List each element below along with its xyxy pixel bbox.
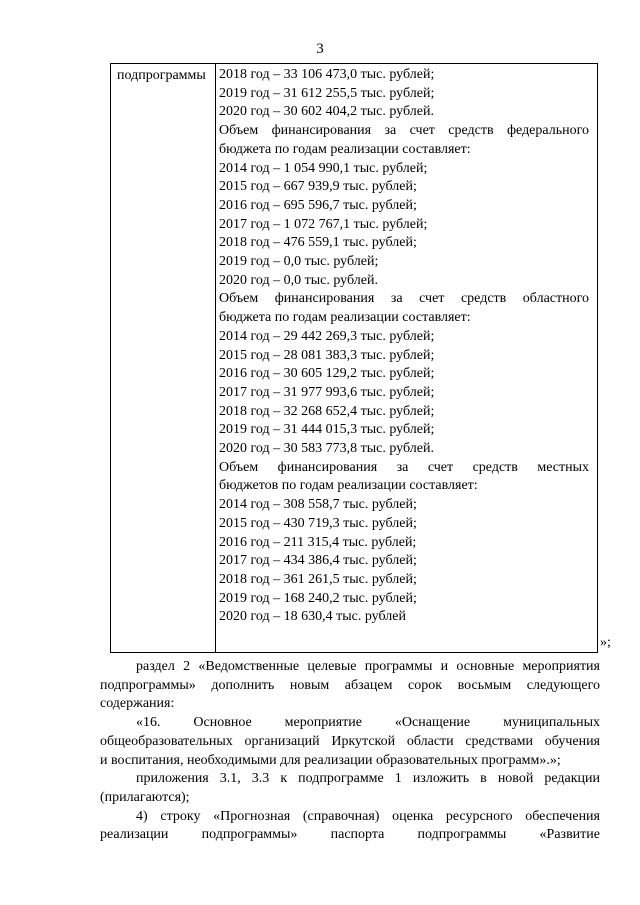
funding-line: 2020 год – 0,0 тыс. рублей. [219, 272, 378, 288]
paragraph-line: (прилагаются); [100, 789, 190, 805]
funding-line: 2018 год – 361 261,5 тыс. рублей; [219, 571, 417, 587]
paragraph-section-2 [100, 658, 600, 714]
funding-line: 2017 год – 434 386,4 тыс. рублей; [219, 553, 417, 569]
funding-line: 2015 год – 667 939,9 тыс. рублей; [219, 179, 417, 195]
funding-line: 2017 год – 31 977 993,6 тыс. рублей; [219, 384, 435, 400]
funding-total-block [219, 66, 589, 122]
federal-heading-line1: Объем финансирования за счет средств федерального [219, 123, 589, 139]
funding-line: 2019 год – 31 444 015,3 тыс. рублей; [219, 422, 435, 438]
local-heading-line1: Объем финансирования за счет средств местных [219, 459, 589, 475]
funding-line: 2019 год – 31 612 255,5 тыс. рублей; [219, 85, 435, 101]
paragraph-line: и воспитания, необходимыми для реализации образовательных программ».»; [100, 752, 561, 768]
paragraph-line: подпрограммы» дополнить новым абзацем сорок восьмым следующего [100, 677, 600, 693]
funding-line: 2019 год – 0,0 тыс. рублей; [219, 254, 379, 270]
left-cell-label: подпрограммы [117, 68, 206, 83]
regional-heading-line2: бюджета по годам реализации составляет: [219, 310, 471, 326]
paragraph-measure-16 [100, 714, 600, 770]
federal-funding-block [219, 122, 589, 290]
funding-line: 2015 год – 28 081 383,3 тыс. рублей; [219, 347, 435, 363]
paragraph-line: раздел 2 «Ведомственные целевые программы и основные мероприятия [136, 659, 600, 674]
paragraph-line: приложения 3.1, 3.3 к подпрограмме 1 изложить в новой редакции [136, 771, 600, 787]
funding-line: 2018 год – 33 106 473,0 тыс. рублей; [219, 67, 435, 82]
local-heading-line2: бюджетов по годам реализации составляет: [219, 478, 478, 494]
funding-line: 2016 год – 30 605 129,2 тыс. рублей; [219, 366, 435, 382]
paragraph-line: общеобразовательных организаций Иркутской области средствами обучения [100, 733, 600, 749]
passport-table [110, 63, 598, 653]
table-left-column [111, 64, 216, 652]
federal-heading-line2: бюджета по годам реализации составляет: [219, 141, 471, 157]
funding-line: 2020 год – 30 583 773,8 тыс. рублей. [219, 441, 434, 457]
table-right-column [216, 64, 597, 652]
paragraph-line: содержания: [100, 696, 175, 712]
paragraph-line: 4) строку «Прогнозная (справочная) оценка ресурсного обеспечения [136, 808, 600, 824]
funding-line: 2019 год – 168 240,2 тыс. рублей; [219, 590, 417, 606]
funding-line: 2014 год – 29 442 269,3 тыс. рублей; [219, 328, 435, 344]
paragraph-appendices [100, 770, 600, 807]
funding-line: 2016 год – 211 315,4 тыс. рублей; [219, 534, 417, 550]
document-body [100, 658, 600, 845]
local-funding-block [219, 459, 589, 627]
funding-line: 2016 год – 695 596,7 тыс. рублей; [219, 197, 417, 213]
funding-line: 2020 год – 30 602 404,2 тыс. рублей. [219, 104, 434, 120]
closing-quote-mark: »; [600, 635, 611, 650]
funding-line: 2018 год – 32 268 652,4 тыс. рублей; [219, 403, 435, 419]
funding-line: 2020 год – 18 630,4 тыс. рублей [219, 609, 406, 625]
paragraph-line: реализации подпрограммы» паспорта подпрограммы «Развитие [100, 827, 600, 843]
regional-heading-line1: Объем финансирования за счет средств областного [219, 291, 589, 307]
funding-line: 2018 год – 476 559,1 тыс. рублей; [219, 235, 417, 251]
funding-line: 2014 год – 308 558,7 тыс. рублей; [219, 497, 417, 513]
paragraph-line: «16. Основное мероприятие «Оснащение муниципальных [136, 715, 600, 731]
funding-line: 2015 год – 430 719,3 тыс. рублей; [219, 515, 417, 531]
funding-line: 2017 год – 1 072 767,1 тыс. рублей; [219, 216, 428, 232]
paragraph-item-4 [100, 808, 600, 845]
funding-line: 2014 год – 1 054 990,1 тыс. рублей; [219, 160, 428, 176]
page-number: 3 [316, 41, 324, 57]
regional-funding-block [219, 290, 589, 458]
